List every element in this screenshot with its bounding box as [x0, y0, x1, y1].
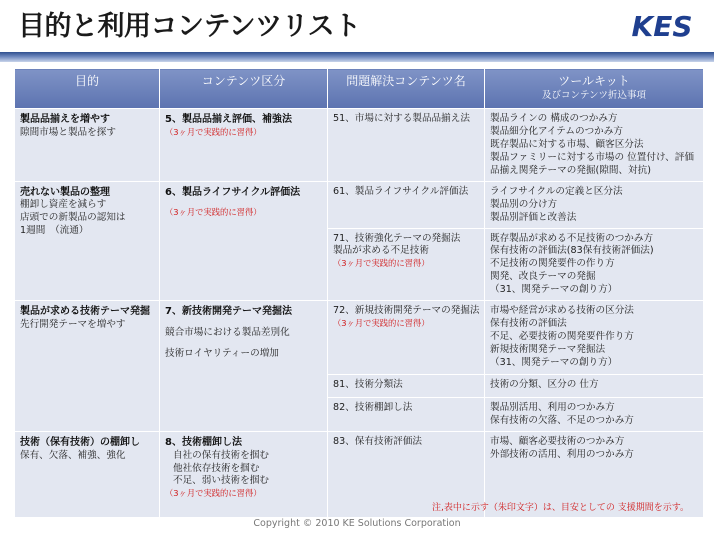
- table-body: [15, 109, 704, 518]
- header-content: 問題解決コンテンツ名: [328, 69, 485, 109]
- category-desc: 他社依存技術を掴む: [173, 462, 260, 474]
- duration-note: （3ヶ月で実践的に習得）: [165, 207, 262, 218]
- purpose-desc: 店頭での新製品の認知は: [20, 212, 126, 224]
- category-desc: 自社の保有技術を掴む: [173, 449, 269, 461]
- footnote: 注,表中に示す（朱印文字）は、目安としての 支援期間を示す。: [431, 502, 689, 513]
- toolkit-item: 保有技術の評価法: [490, 318, 567, 330]
- toolkit-item: 保有技術の評価法(83保有技術評価法): [490, 245, 654, 257]
- purpose-title: 売れない製品の整理: [20, 186, 110, 198]
- toolkit-item: 外部技術の活用、利用のつかみ方: [490, 449, 634, 460]
- category-desc: [165, 340, 323, 348]
- toolkit-item: 保有技術の欠落、不足のつかみ方: [490, 415, 634, 427]
- toolkit-cell: [485, 181, 704, 228]
- toolkit-item: 製品ラインの 構成のつかみ方: [490, 113, 618, 124]
- toolkit-item: 製品ファミリーに対する市場の 位置付け、評価: [490, 151, 694, 163]
- table-row: [15, 301, 704, 375]
- content-name: 83、保有技術評価法: [333, 436, 422, 448]
- category-cell: [160, 181, 328, 301]
- content-name: 81、技術分類法: [333, 379, 403, 391]
- content-name-cell: [328, 228, 485, 301]
- purpose-title: 製品品揃えを増やす: [20, 114, 110, 125]
- toolkit-item: 品揃え関発テーマの発掘(隙間、対抗): [490, 164, 651, 176]
- toolkit-item: 既存製品に対する市場、顧客区分法: [490, 138, 644, 150]
- purpose-cell: [15, 181, 160, 301]
- toolkit-item: 既存製品が求める不足技術のつかみ方: [490, 232, 654, 244]
- toolkit-cell: [485, 301, 704, 375]
- table-row: [15, 432, 704, 518]
- toolkit-item: 製品別活用、利用のつかみ方: [490, 402, 615, 414]
- purpose-desc: 隙間市場と製品を探す: [20, 126, 116, 138]
- content-name: 61、製品ライフサイクル評価法: [333, 185, 469, 197]
- content-name-cell: [328, 109, 485, 182]
- category-cell: [160, 109, 328, 182]
- purpose-desc: 1週間 （流通）: [20, 225, 89, 237]
- content-name-cell: [328, 398, 485, 432]
- logo-text: KES: [631, 10, 693, 43]
- content-table: [14, 68, 704, 518]
- purpose-desc: 保有、欠落、補強、強化: [20, 449, 126, 461]
- kes-logo: [622, 6, 702, 46]
- purpose-cell: [15, 301, 160, 432]
- copyright: Copyright © 2010 KE Solutions Corporation: [253, 518, 461, 529]
- content-name: 51、市場に対する製品品揃え法: [333, 113, 470, 124]
- category-desc: 技術ロイヤリティーの増加: [165, 347, 279, 359]
- header-rule: [0, 52, 714, 62]
- toolkit-item: 不足、必要技術の関発要件作り方: [490, 331, 634, 343]
- category-title: 8、技術棚卸し法: [165, 437, 242, 449]
- category-title: 6、製品ライフサイクル評価法: [165, 186, 301, 198]
- header-toolkit: [485, 69, 704, 109]
- content-name-cell: [328, 375, 485, 398]
- table-row: [15, 109, 704, 182]
- purpose-title: 技術（保有技術）の棚卸し: [20, 437, 140, 449]
- content-name: 71、技術強化テーマの発掘法 製品が求める不足技術: [333, 232, 461, 257]
- purpose-desc: 棚卸し資産を減らす: [20, 199, 107, 211]
- table-header-row: [15, 69, 704, 109]
- header-toolkit-label: ツールキット: [558, 74, 630, 88]
- content-name: 72、新規技術開発テーマの発掘法: [333, 305, 480, 317]
- toolkit-cell: [485, 109, 704, 182]
- spacer: [165, 319, 323, 327]
- toolkit-cell: [485, 375, 704, 398]
- toolkit-cell: [431, 432, 704, 518]
- category-cell: [160, 301, 328, 432]
- toolkit-item: 不足技術の関発要件の作り方: [490, 258, 615, 270]
- purpose-desc: 先行開発テーマを増やす: [20, 318, 126, 330]
- duration-note: （3ヶ月で実践的に習得）: [165, 488, 262, 499]
- toolkit-item: （31、関発テーマの創り方）: [490, 356, 618, 368]
- category-cell: [160, 432, 328, 518]
- content-name-cell: [328, 301, 485, 375]
- purpose-cell: [15, 109, 160, 182]
- header-purpose: 目的: [15, 69, 160, 109]
- content-name: 82、技術棚卸し法: [333, 402, 413, 414]
- duration-note: （3ヶ月で実践的に習得）: [165, 126, 262, 137]
- toolkit-item: 新規技術関発テーマ発掘法: [490, 344, 606, 355]
- header-toolkit-sub: 及びコンテンツ折込事項: [541, 90, 647, 102]
- purpose-cell: [15, 432, 160, 518]
- category-desc: 競合市場における製品差別化: [165, 326, 290, 338]
- toolkit-cell: [485, 398, 704, 432]
- toolkit-item: （31、関発テーマの創り方）: [490, 284, 618, 296]
- page-title: 目的と利用コンテンツリスト: [18, 11, 361, 42]
- toolkit-item: 技術の分類、区分の 仕方: [490, 379, 599, 391]
- toolkit-item: 製品別の分け方: [490, 198, 558, 210]
- toolkit-item: ライフサイクルの定義と区分法: [490, 185, 623, 197]
- toolkit-item: 関発、改良テーマの発掘: [490, 271, 596, 283]
- toolkit-item: 市場や経営が求める技術の区分法: [490, 305, 634, 317]
- toolkit-item: 製品別評価と改善法: [490, 211, 577, 223]
- table-row: [15, 181, 704, 228]
- duration-note: （3ヶ月で実践的に習得）: [333, 258, 430, 269]
- content-name-cell: [328, 181, 485, 228]
- toolkit-item: 製品細分化アイテムのつかみ方: [490, 125, 623, 137]
- header-category: コンテンツ区分: [160, 69, 328, 109]
- category-desc: 不足、弱い技術を掴む: [173, 475, 269, 487]
- category-title: 7、新技術開発テーマ発掘法: [165, 306, 292, 318]
- category-title: 5、製品品揃え評価、補強法: [165, 114, 292, 125]
- duration-note: （3ヶ月で実践的に習得）: [333, 318, 430, 329]
- purpose-title: 製品が求める技術テーマ発掘: [20, 306, 150, 318]
- toolkit-item: 市場、顧客必要技術のつかみ方: [490, 436, 625, 448]
- toolkit-cell: [485, 228, 704, 301]
- spacer: [165, 199, 323, 207]
